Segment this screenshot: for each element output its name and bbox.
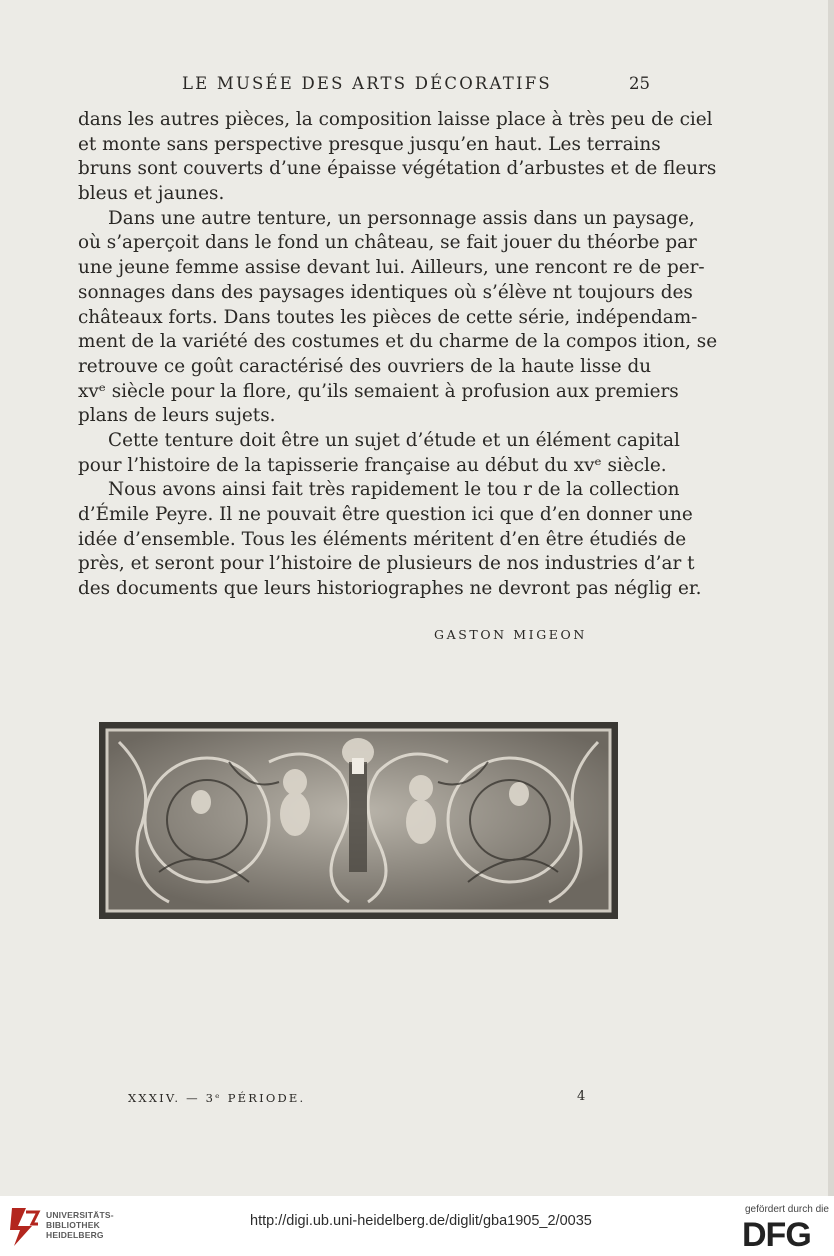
text-line: une jeune femme assise devant lui. Ailleurs, une rencont re de per-	[78, 257, 705, 279]
body-text	[78, 108, 718, 602]
text-line: près, et seront pour l’histoire de plusieurs de nos industries d’ar t	[78, 553, 695, 575]
text-line: ment de la variété des costumes et du charme de la compos ition, se	[78, 331, 718, 353]
gathering-number: 4	[577, 1089, 586, 1104]
dfg-logo[interactable]: DFG	[742, 1216, 811, 1254]
signature-mark: XXXIV. — 3ᵉ PÉRIODE.	[128, 1091, 306, 1105]
page-edge	[828, 0, 834, 1196]
running-head	[182, 74, 650, 98]
permalink-url[interactable]: http://digi.ub.uni-heidelberg.de/diglit/gba1905_2/0035	[250, 1213, 592, 1229]
text-line: d’Émile Peyre. Il ne pouvait être question ici que d’en donner une	[78, 504, 693, 525]
text-line: bleus et jaunes.	[78, 183, 225, 205]
text-line: xvᵉ siècle pour la flore, qu’ils semaient à profusion aux premiers	[78, 380, 679, 402]
text-line: Dans une autre tenture, un personnage assis dans un paysage,	[108, 207, 695, 229]
library-name-line: BIBLIOTHEK	[46, 1220, 100, 1230]
running-head-title: LE MUSÉE DES ARTS DÉCORATIFS	[182, 74, 552, 93]
text-line: où s’aperçoit dans le fond un château, se fait jouer du théorbe par	[78, 232, 697, 254]
viewer-footer-bar	[0, 1196, 834, 1256]
library-name	[46, 1210, 114, 1240]
text-line: pour l’histoire de la tapisserie française au début du xvᵉ siècle.	[78, 454, 667, 476]
text-line: plans de leurs sujets.	[78, 405, 276, 427]
text-line: bruns sont couverts d’une épaisse végétation d’arbustes et de fleurs	[78, 158, 717, 180]
funding-note: gefördert durch die	[745, 1204, 829, 1215]
text-line: sonnages dans des paysages identiques où s’élève nt toujours des	[78, 281, 693, 303]
text-line: retrouve ce goût caractérisé des ouvriers de la haute lisse du	[78, 355, 652, 377]
text-line: dans les autres pièces, la composition laisse place à très peu de ciel	[78, 109, 713, 130]
text-line: Cette tenture doit être un sujet d’étude et un élément capital	[108, 429, 680, 451]
page-number: 25	[629, 74, 650, 93]
author-signature: GASTON MIGEON	[434, 627, 587, 642]
text-line: et monte sans perspective presque jusqu’en haut. Les terrains	[78, 133, 661, 155]
university-library-logo-icon[interactable]	[8, 1204, 42, 1253]
carved-panel-figure	[99, 722, 618, 919]
text-line: Nous avons ainsi fait très rapidement le tou r de la collection	[108, 479, 680, 501]
carved-panel-image	[99, 722, 618, 919]
text-line: châteaux forts. Dans toutes les pièces de cette série, indépendam-	[78, 306, 698, 328]
library-name-line: UNIVERSITÄTS-	[46, 1210, 114, 1220]
text-line: des documents que leurs historiographes ne devront pas néglig er.	[78, 578, 702, 600]
text-line: idée d’ensemble. Tous les éléments méritent d’en être étudiés de	[78, 528, 687, 550]
library-name-line: HEIDELBERG	[46, 1230, 104, 1240]
